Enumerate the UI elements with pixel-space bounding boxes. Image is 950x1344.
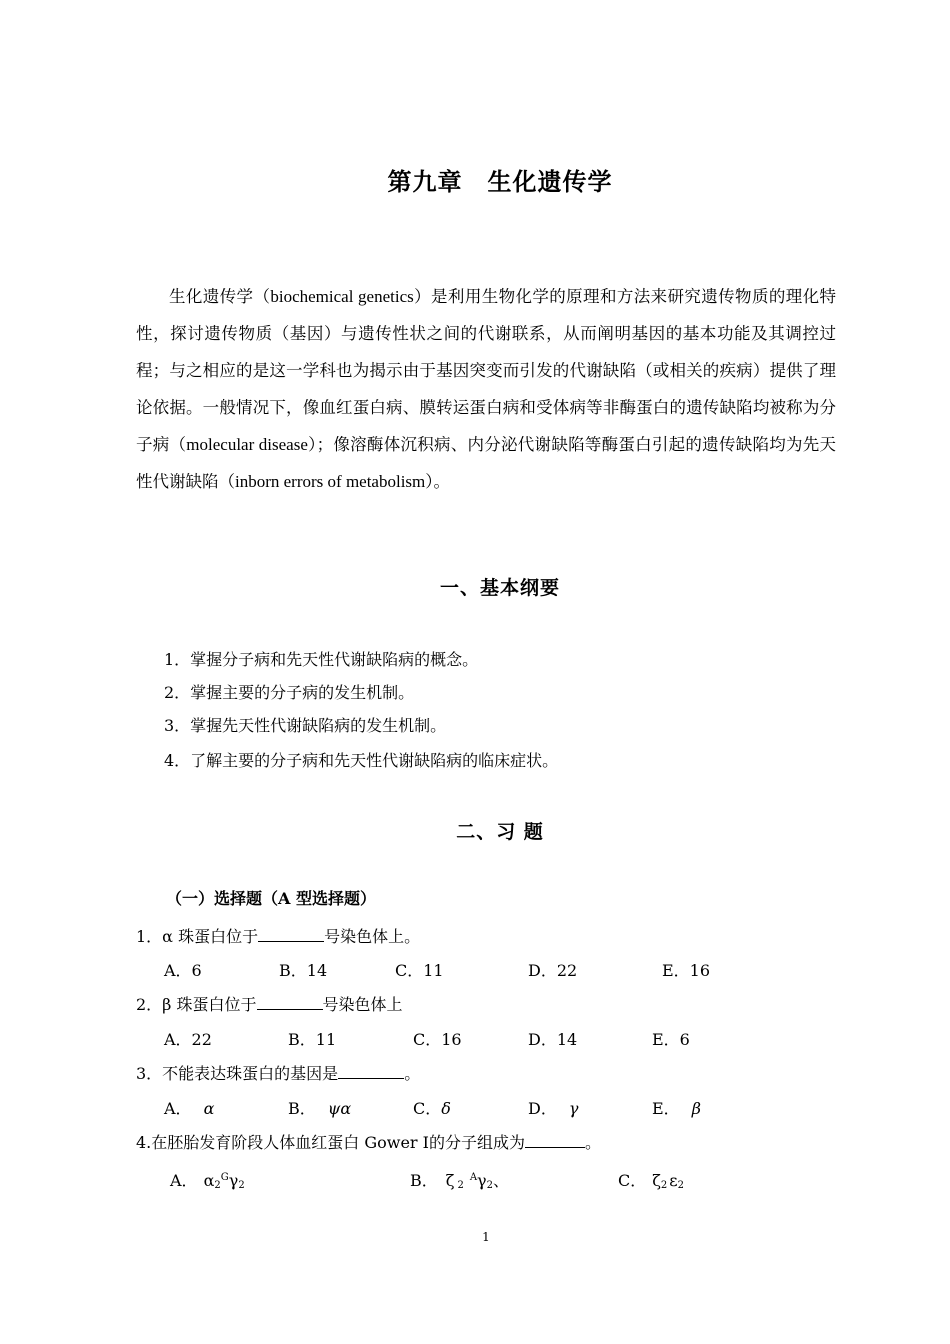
option-4b-gamma: γ bbox=[477, 1171, 487, 1190]
option-4c-sub2: 2 bbox=[677, 1180, 684, 1191]
question-1-suffix: 号染色体上。 bbox=[324, 927, 421, 946]
option-3d-label: D． bbox=[528, 1099, 557, 1118]
objective-item-3: 3．掌握先天性代谢缺陷病的发生机制。 bbox=[164, 716, 447, 735]
option-3b-label: B． bbox=[288, 1099, 316, 1118]
option-4c-zeta: ζ bbox=[652, 1171, 661, 1190]
objective-item-4: 4．了解主要的分子病和先天性代谢缺陷病的临床症状。 bbox=[164, 751, 559, 770]
option-3e-label: E． bbox=[652, 1099, 680, 1118]
option-4b-tail: 、 bbox=[492, 1171, 509, 1190]
option-4b bbox=[410, 1168, 509, 1191]
objective-item-2: 2．掌握主要的分子病的发生机制。 bbox=[164, 683, 415, 702]
option-4b-sub1: 2 bbox=[457, 1180, 464, 1191]
option-4c-sub1: 2 bbox=[660, 1180, 668, 1191]
chapter-title: 第九章 生化遗传学 bbox=[387, 167, 613, 196]
option-4a-alpha: α bbox=[203, 1171, 215, 1190]
section-title-outline: 一、基本纲要 bbox=[439, 577, 560, 599]
option-1d: D．22 bbox=[528, 961, 578, 980]
option-2b: B．11 bbox=[288, 1030, 337, 1049]
option-3d-value: γ bbox=[568, 1099, 579, 1118]
option-3a-value: α bbox=[203, 1099, 215, 1118]
option-4b-label: B． bbox=[410, 1171, 438, 1190]
question-3-suffix: 。 bbox=[404, 1064, 421, 1083]
option-3a bbox=[164, 1096, 214, 1119]
option-4b-sub2: 2 bbox=[486, 1180, 493, 1191]
question-4 bbox=[136, 1130, 601, 1153]
answer-blank bbox=[258, 927, 324, 942]
intro-text-5: ）；像溶酶体沉积病、内分泌代谢缺陷等酶蛋白引起的遗传缺陷均为先天性代谢缺陷（ bbox=[136, 435, 837, 491]
intro-text-7: ）。 bbox=[425, 472, 451, 491]
option-4c bbox=[618, 1168, 684, 1191]
option-4a-label: A． bbox=[170, 1171, 198, 1190]
option-4b-sup: A bbox=[469, 1172, 478, 1183]
option-3e-value: β bbox=[691, 1099, 701, 1118]
page-number: 1 bbox=[482, 1230, 490, 1244]
option-3c bbox=[413, 1096, 451, 1119]
question-1 bbox=[136, 924, 420, 947]
option-2e: E．6 bbox=[652, 1030, 690, 1049]
question-3 bbox=[136, 1061, 420, 1084]
answer-blank bbox=[338, 1064, 404, 1079]
option-3b bbox=[288, 1096, 351, 1119]
answer-blank bbox=[525, 1133, 585, 1148]
intro-term-molecular-disease: molecular disease bbox=[186, 435, 308, 454]
question-1-text: 1．α 珠蛋白位于 bbox=[136, 927, 259, 946]
intro-text-3: ）是利用生物化学的原理和方法来研究遗传物质的理化特性，探讨遗传物质（基因）与遗传性状之间的代谢联系，从而阐明基因的基本功能及其调控过程；与之相应的是这一学科也为揭示由于基因突变而引发的代谢缺陷（或相关的疾病）提供了理论依据。一般情况下，像血红蛋白病、膜转运蛋白病和受体病等非酶蛋白的遗传缺陷均被称为分子病（ bbox=[136, 287, 837, 454]
option-4a-sub2: 2 bbox=[238, 1180, 245, 1191]
question-2 bbox=[136, 992, 403, 1015]
option-4c-label: C． bbox=[618, 1171, 647, 1190]
option-1a: A．6 bbox=[164, 961, 202, 980]
option-3a-label: A． bbox=[164, 1099, 192, 1118]
answer-blank bbox=[257, 995, 323, 1010]
objective-item-1: 1．掌握分子病和先天性代谢缺陷病的概念。 bbox=[164, 650, 479, 669]
intro-term-inborn-errors: inborn errors of metabolism bbox=[235, 472, 426, 491]
option-3c-label: C． bbox=[413, 1099, 442, 1118]
question-4-text: 4.在胚胎发育阶段人体血红蛋白 Gower Ⅰ的分子组成为 bbox=[136, 1133, 525, 1152]
question-2-text: 2．β 珠蛋白位于 bbox=[136, 995, 257, 1014]
subsection-title-choice: （一）选择题（A 型选择题） bbox=[166, 889, 376, 908]
option-2c: C．16 bbox=[413, 1030, 462, 1049]
option-1e: E．16 bbox=[662, 961, 711, 980]
option-1c: C．11 bbox=[395, 961, 444, 980]
option-4a-sub1: 2 bbox=[214, 1180, 221, 1191]
option-4a-sup: G bbox=[220, 1172, 229, 1183]
option-3b-value: ψα bbox=[327, 1099, 352, 1118]
option-2d: D．14 bbox=[528, 1030, 578, 1049]
question-4-suffix: 。 bbox=[585, 1133, 602, 1152]
option-3c-value: δ bbox=[441, 1099, 451, 1118]
intro-term-biochemical-genetics: biochemical genetics bbox=[270, 287, 414, 306]
option-4a bbox=[170, 1168, 245, 1191]
option-3d bbox=[528, 1096, 578, 1119]
option-1b: B．14 bbox=[279, 961, 328, 980]
option-3e bbox=[652, 1096, 701, 1119]
intro-text-1: 生化遗传学（ bbox=[169, 287, 271, 306]
question-2-suffix: 号染色体上 bbox=[322, 995, 403, 1014]
option-2a: A．22 bbox=[164, 1030, 212, 1049]
section-title-exercises: 二、习 题 bbox=[456, 821, 544, 843]
intro-paragraph bbox=[136, 278, 836, 500]
option-4a-gamma: γ bbox=[228, 1171, 239, 1190]
option-4b-zeta: ζ bbox=[445, 1171, 455, 1190]
option-4c-epsilon: ε bbox=[669, 1171, 678, 1190]
question-3-text: 3．不能表达珠蛋白的基因是 bbox=[136, 1064, 339, 1083]
